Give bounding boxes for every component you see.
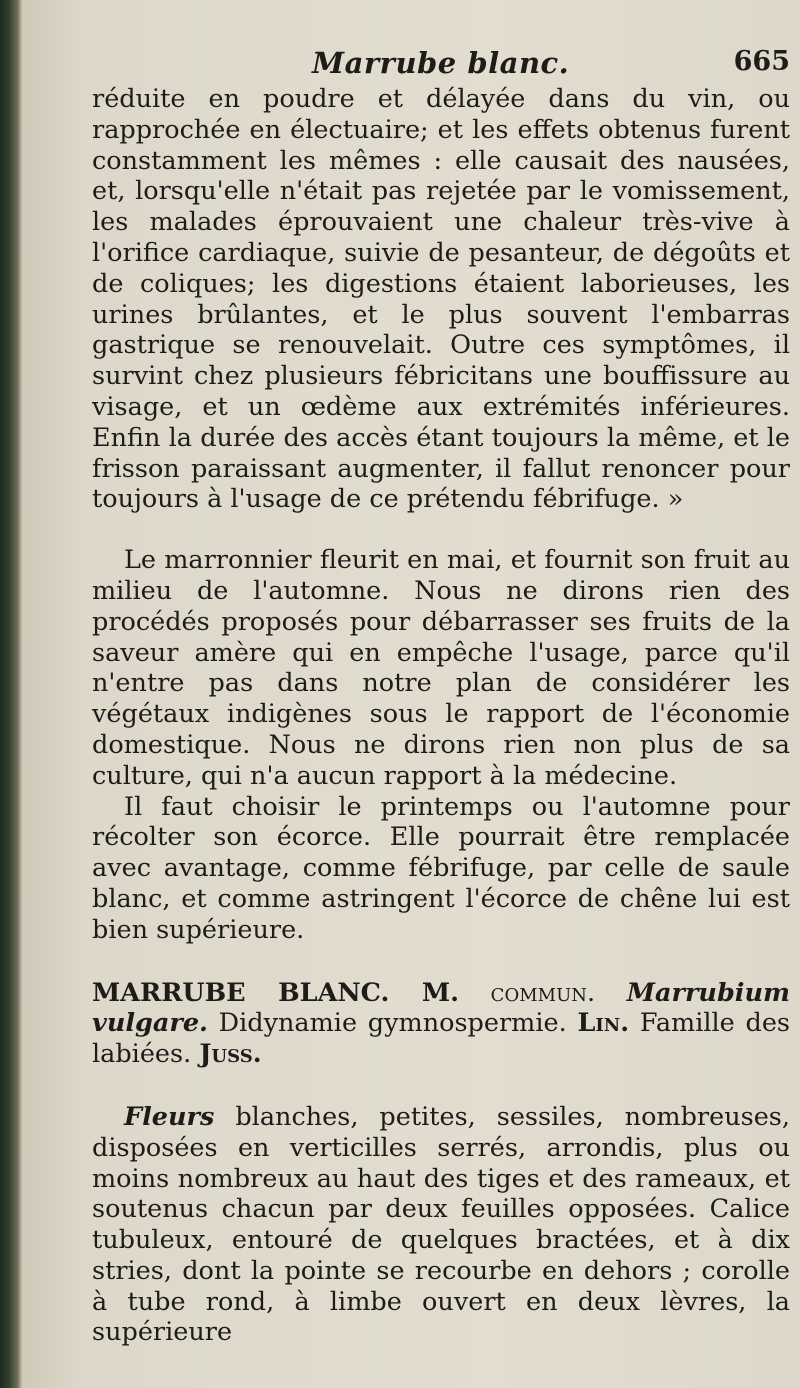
paragraph-continuation: réduite en poudre et délayée dans du vin, ou rapprochée en électuaire; et les effets obtenus furent constamment les mêmes : elle causait des nausées, et, lorsqu'elle n'était pas rejetée par le vomissement, les malades éprouvaient une chaleur très-vive à l'orifice cardiaque, suivie de pesanteur, de dégoûts et de coliques; les digestions étaient laborieuses, les urines brûlantes, et le plus souvent l'embarras gastrique se renouvelait. Outre ces symptômes, il survint chez plusieurs fébricitans une bouffissure au visage, et un œdème aux extrémités inférieures. Enfin la durée des accès étant toujours la même, et le frisson paraissant augmenter, il fallut renoncer pour toujours à l'usage de ce prétendu fébrifuge. » [92,84,790,515]
paragraph-ecorce: Il faut choisir le printemps ou l'automne pour récolter son écorce. Elle pourrait être remplacée avec avantage, comme fébrifuge, par celle de saule blanc, et comme astringent l'écorce de chêne lui est bien supérieure. [92,791,790,945]
entry-classification: Didynamie gymnospermie. [218,1008,567,1039]
page-body [92,84,790,1348]
running-title: Marrube blanc. [312,46,570,80]
page-header [92,46,790,86]
entry-latin: Marrubium vulgare. [92,977,790,1039]
entry-lin: Lin. [577,1008,630,1039]
book-page [22,0,800,1388]
entry-juss: Juss. [199,1039,262,1070]
book-binding [0,0,22,1388]
fleurs-lead: Fleurs [124,1101,215,1132]
paragraph-marronnier: Le marronnier fleurit en mai, et fournit son fruit au milieu de l'automne. Nous ne dirons rien des procédés proposés pour débarrasser ses fruits de la saveur amère qui en empêche l'usage, parce qu'il n'entre pas dans notre plan de considérer les végétaux indigènes sous le rapport de l'économie domestique. Nous ne dirons rien non plus de sa culture, qui n'a aucun rapport à la médecine. [92,545,790,791]
entry-name: MARRUBE BLANC. M. [92,977,459,1008]
entry-common: commun. [490,977,596,1008]
entry-famille: Famille des labiées. [92,1008,790,1070]
fleurs-text: blanches, petites, sessiles, nombreuses, disposées en verticilles serrés, arrondis, plus ou moins nombreux au haut des tiges et des rameaux, et soutenus chacun par deux feuilles opposées. Calice tubuleux, entouré de quelques bractées, et à dix stries, dont la pointe se recourbe en dehors ; corolle à tube rond, à limbe ouvert en deux lèvres, la supérieure [92,1101,790,1348]
page-number: 665 [733,46,790,77]
paragraph-fleurs [92,1102,790,1348]
entry-heading [92,978,790,1070]
